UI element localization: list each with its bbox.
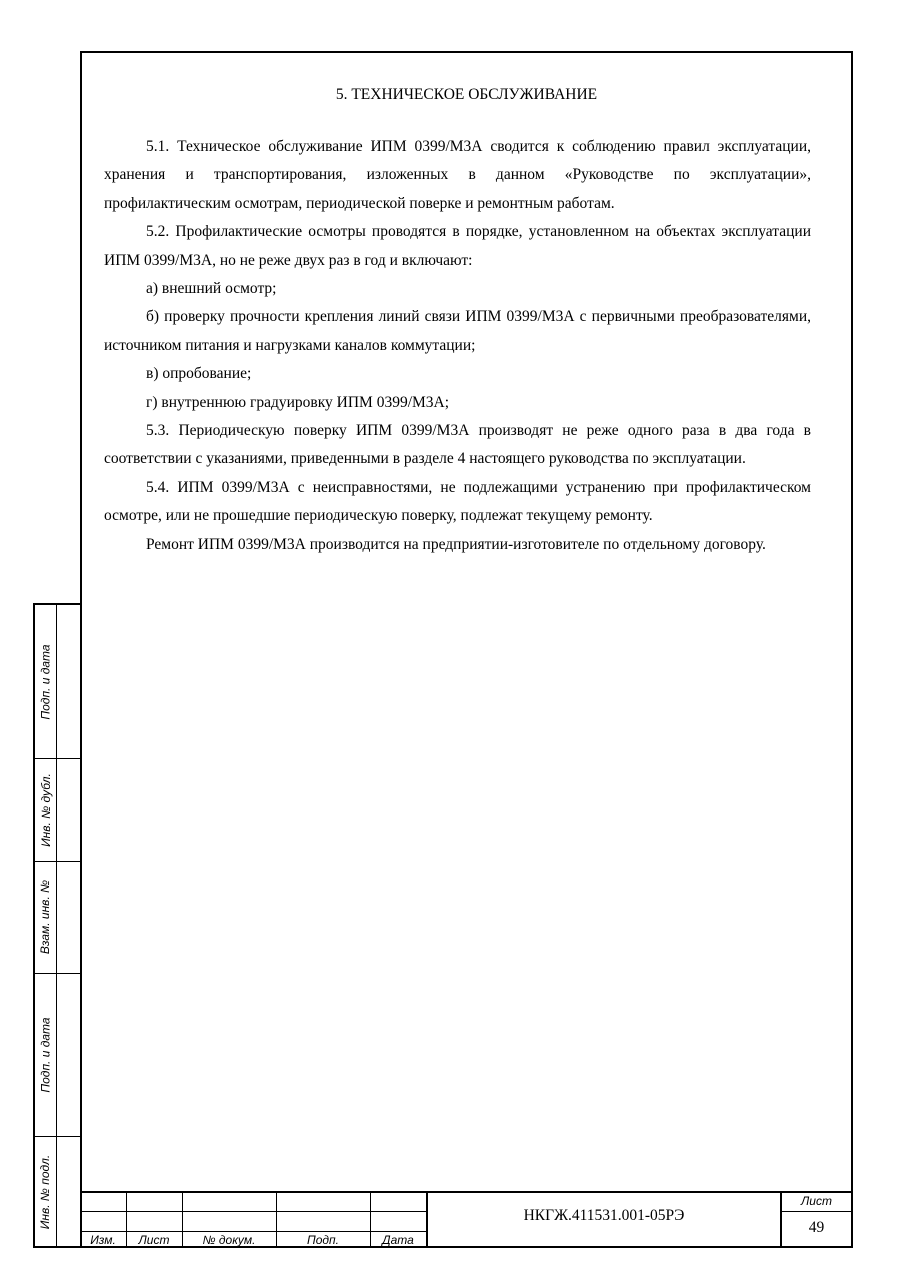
paragraph-5-4: 5.4. ИПМ 0399/М3А с неисправностями, не подлежащими устранению при профилактическом осмотре, или не прошедшие периодическую поверку, подлежат текущему ремонту. bbox=[104, 478, 811, 525]
side-label-sign-date-1: Подп. и дата bbox=[38, 643, 53, 720]
side-label-dup-inv: Инв. № дубл. bbox=[38, 772, 53, 847]
side-label-sign-date-2: Подп. и дата bbox=[38, 1016, 53, 1093]
tb-line bbox=[80, 1231, 426, 1232]
title-block bbox=[80, 1191, 853, 1248]
side-label-replace-inv: Взам. инв. № bbox=[38, 879, 53, 955]
tb-col-date: Дата bbox=[382, 1233, 414, 1247]
tb-line bbox=[780, 1211, 853, 1212]
paragraph-repair: Ремонт ИПМ 0399/М3А производится на предприятии-изготовителе по отдельному договору. bbox=[146, 535, 766, 553]
tb-col-signature: Подп. bbox=[307, 1233, 339, 1247]
sheet-number: 49 bbox=[808, 1219, 825, 1236]
tb-col-sheet: Лист bbox=[138, 1233, 170, 1247]
list-item-b: б) проверку прочности крепления линий связи ИПМ 0399/М3А с первичными преобразователями, источником питания и нагрузками каналов коммутации; bbox=[104, 308, 811, 354]
list-item-a: а) внешний осмотр; bbox=[146, 280, 277, 298]
tb-line bbox=[80, 1211, 426, 1212]
sheet-label: Лист bbox=[801, 1194, 832, 1208]
side-label-orig-inv: Инв. № подл. bbox=[38, 1154, 53, 1230]
section-title: 5. ТЕХНИЧЕСКОЕ ОБСЛУЖИВАНИЕ bbox=[335, 86, 598, 103]
paragraph-5-3: 5.3. Периодическую поверку ИПМ 0399/М3А производят не реже одного раза в два года в соответствии с указаниями, приведенными в разделе 4 настоящего руководства по эксплуатации. bbox=[104, 422, 811, 468]
side-stamp-divider bbox=[56, 605, 57, 1246]
document-body bbox=[104, 133, 811, 559]
list-item-v: в) опробование; bbox=[146, 365, 252, 383]
paragraph-5-1: 5.1. Техническое обслуживание ИПМ 0399/М3А сводится к соблюдению правил эксплуатации, хранения и транспортирования, изложенных в данном «Руководстве по эксплуатации», профилактическим осмотрам, периодической поверке и ремонтным работам. bbox=[104, 138, 811, 212]
paragraph-5-2: 5.2. Профилактические осмотры проводятся в порядке, установленном на объектах эксплуатации ИПМ 0399/М3А, но не реже двух раз в год и включают: bbox=[104, 223, 811, 269]
side-stamp bbox=[33, 603, 80, 1248]
list-item-g: г) внутреннюю градуировку ИПМ 0399/М3А; bbox=[146, 393, 450, 411]
tb-col-change: Изм. bbox=[90, 1233, 116, 1247]
tb-col-doc-no: № докум. bbox=[202, 1233, 256, 1247]
document-number: НКГЖ.411531.001-05РЭ bbox=[523, 1207, 685, 1224]
